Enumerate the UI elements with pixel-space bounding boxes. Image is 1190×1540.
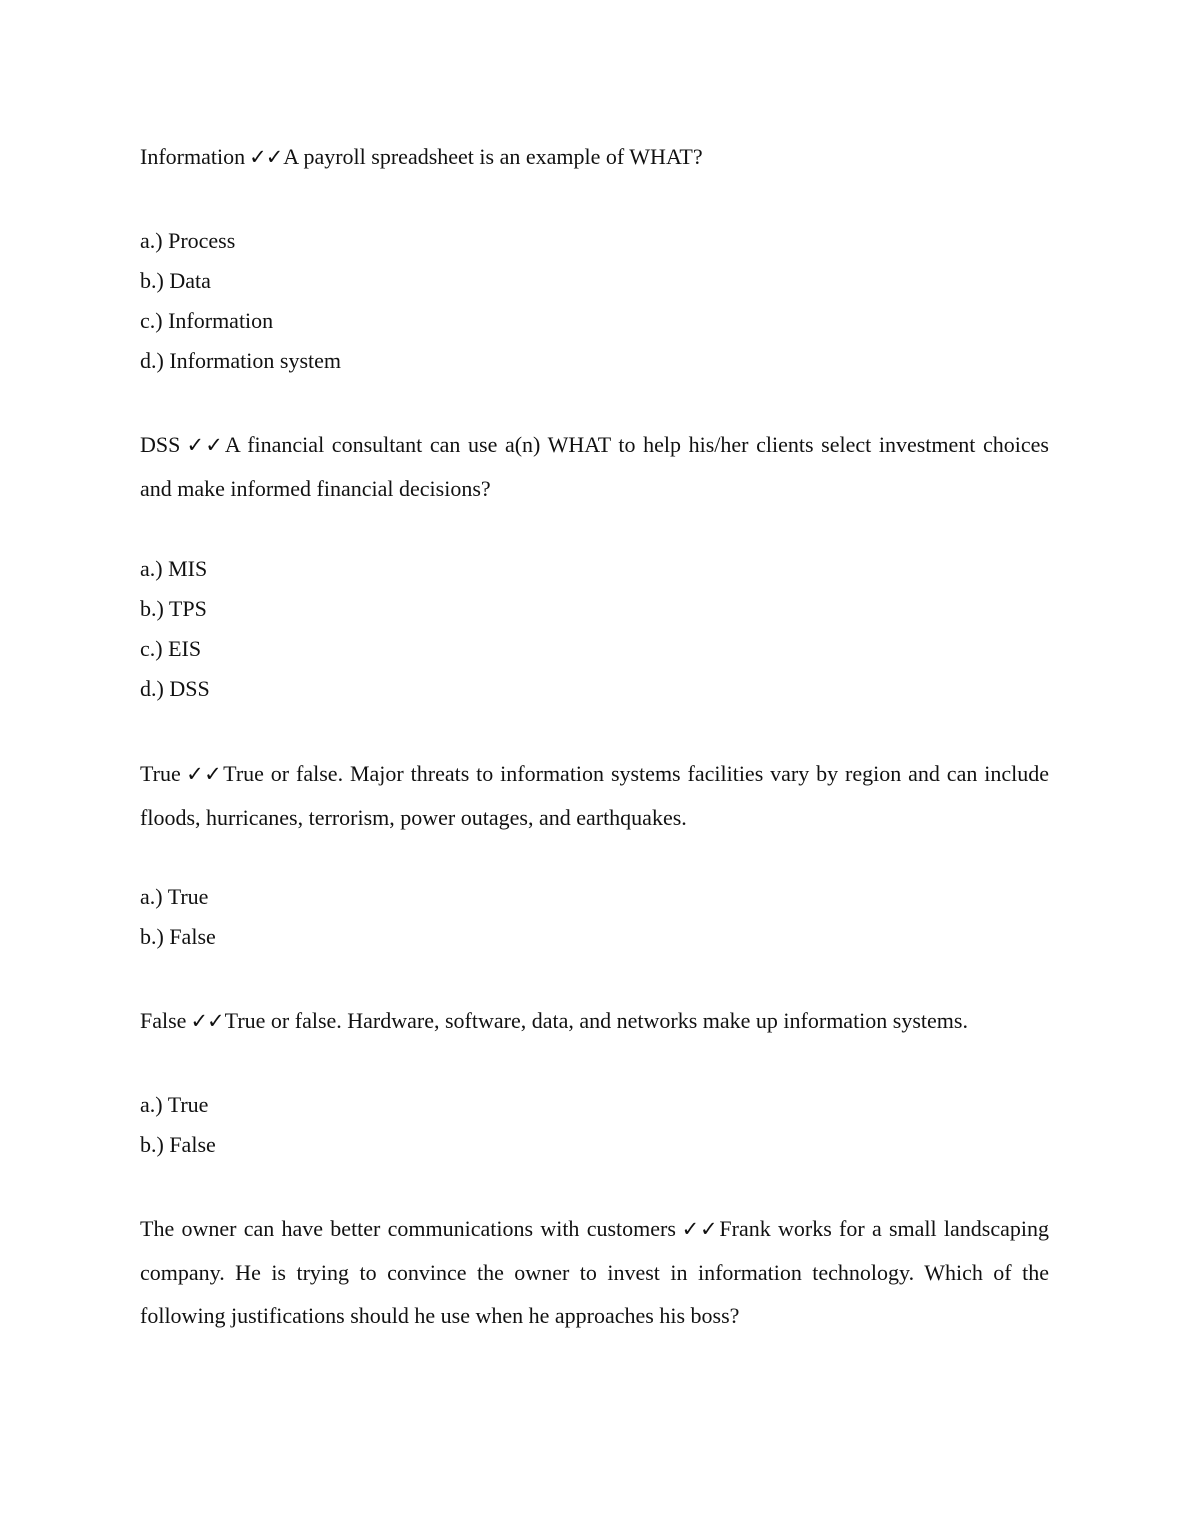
question-4-prompt: True or false. Hardware, software, data, and networks make up information systems. bbox=[224, 1008, 968, 1033]
question-1-answer: Information bbox=[140, 144, 246, 169]
option-b: b.) False bbox=[140, 924, 216, 949]
question-3-options bbox=[140, 877, 216, 957]
option-b: b.) False bbox=[140, 1132, 216, 1157]
option-b: b.) Data bbox=[140, 268, 211, 293]
double-check-icon: ✓✓ bbox=[190, 1009, 224, 1033]
question-4-answer: False bbox=[140, 1008, 187, 1033]
question-2 bbox=[140, 423, 1049, 510]
question-1-prompt: A payroll spreadsheet is an example of WHAT? bbox=[283, 144, 703, 169]
option-a: a.) Process bbox=[140, 228, 236, 253]
double-check-icon: ✓✓ bbox=[249, 145, 283, 169]
option-c: c.) Information bbox=[140, 308, 274, 333]
question-2-prompt: A financial consultant can use a(n) WHAT to help his/her clients select investment choices and make informed financial decisions? bbox=[140, 432, 1049, 501]
question-5 bbox=[140, 1207, 1049, 1337]
double-check-icon: ✓✓ bbox=[184, 762, 223, 786]
double-check-icon: ✓✓ bbox=[184, 433, 224, 457]
document-page bbox=[140, 0, 1049, 1540]
question-5-text bbox=[140, 1207, 1049, 1337]
question-5-prompt: Frank works for a small landscaping company. He is trying to convince the owner to invest in information technology. Which of the following justifications should he use when he approaches his boss? bbox=[140, 1216, 1049, 1328]
question-4 bbox=[140, 999, 1049, 1043]
option-a: a.) MIS bbox=[140, 556, 208, 581]
option-a: a.) True bbox=[140, 884, 209, 909]
question-2-text bbox=[140, 423, 1049, 510]
double-check-icon: ✓✓ bbox=[679, 1217, 719, 1241]
question-1-options bbox=[140, 221, 341, 381]
option-b: b.) TPS bbox=[140, 596, 207, 621]
question-2-options bbox=[140, 549, 210, 709]
option-d: d.) Information system bbox=[140, 348, 342, 373]
question-1-text bbox=[140, 135, 1049, 179]
question-3 bbox=[140, 752, 1049, 839]
question-4-options bbox=[140, 1085, 216, 1165]
question-3-answer: True bbox=[140, 761, 181, 786]
option-c: c.) EIS bbox=[140, 636, 202, 661]
question-4-text bbox=[140, 999, 1049, 1043]
option-d: d.) DSS bbox=[140, 676, 210, 701]
option-a: a.) True bbox=[140, 1092, 209, 1117]
question-1 bbox=[140, 135, 1049, 179]
question-3-prompt: True or false. Major threats to information systems facilities vary by region and can include floods, hurricanes, terrorism, power outages, and earthquakes. bbox=[140, 761, 1049, 830]
question-5-answer: The owner can have better communications with customers bbox=[140, 1216, 676, 1241]
question-3-text bbox=[140, 752, 1049, 839]
question-2-answer: DSS bbox=[140, 432, 181, 457]
